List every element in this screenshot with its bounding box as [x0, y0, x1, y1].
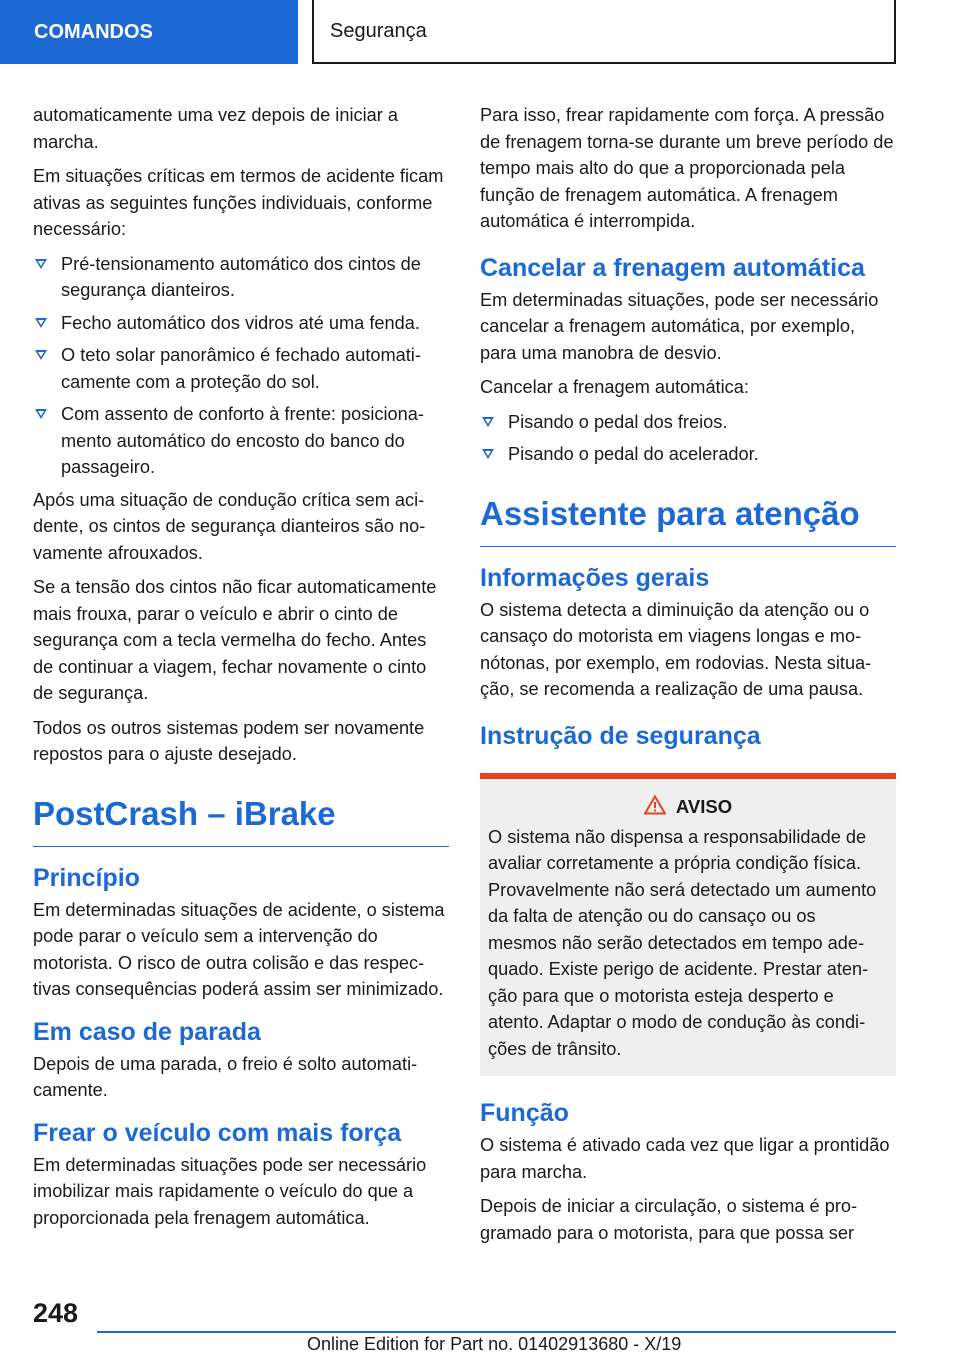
- page-number: 248: [33, 1298, 79, 1328]
- list-item-text: Pisando o pedal do acelerador.: [508, 444, 759, 464]
- left-column: [33, 102, 449, 1239]
- section-heading: PostCrash – iBrake: [33, 794, 449, 847]
- list-item-text: Fecho automático dos vidros até uma fenda.: [61, 312, 420, 333]
- right-column: [480, 102, 896, 1254]
- paragraph: Em determinadas situações, pode ser necessário cancelar a frenagem automática, por exemplo, para uma manobra de desvio.: [480, 289, 879, 363]
- chapter-label: COMANDOS: [34, 20, 153, 43]
- bullet-triangle-icon: [482, 449, 494, 459]
- list-item: [33, 251, 449, 304]
- bullet-triangle-icon: [35, 259, 47, 269]
- list-item-text: Pisando o pedal dos freios.: [508, 411, 728, 432]
- bullet-triangle-icon: [35, 318, 47, 328]
- paragraph: Em determinadas situações de acidente, o sistema pode parar o veículo sem a intervenção do motorista. O risco de outra colisão e das respectivas consequências poderá assim ser minimizado.: [33, 899, 445, 999]
- paragraph: Todos os outros sistemas podem ser novamente repostos para o ajuste desejado.: [33, 717, 425, 764]
- paragraph: Depois de uma parada, o freio é solto automaticamente.: [33, 1053, 418, 1100]
- subheading: Em caso de parada: [33, 1017, 261, 1046]
- section-header: [312, 0, 896, 64]
- paragraph: Em determinadas situações pode ser necessário imobilizar mais rapidamente o veículo do que a proporcionada pela frenagem automática.: [33, 1154, 427, 1228]
- warning-triangle-icon: [644, 795, 666, 820]
- paragraph: Em situações críticas em termos de acidente ficam ativas as seguintes funções individuais, conforme necessário:: [33, 166, 444, 239]
- bullet-list: [480, 409, 896, 468]
- paragraph: O sistema é ativado cada vez que ligar a prontidão para marcha.: [480, 1135, 890, 1182]
- subheading: Frear o veículo com mais força: [33, 1118, 402, 1147]
- list-item: [33, 401, 449, 481]
- bullet-triangle-icon: [35, 350, 47, 360]
- edition-note: Online Edition for Part no. 01402913680 - X/19: [307, 1334, 682, 1354]
- warning-text: O sistema não dispensa a responsabilidade de avaliar corretamente a própria condição física. Provavelmente não será detectado um aumento da falta de atenção ou do cansaço ou os mesmos não serão detectados em tempo adequado. Existe perigo de acidente. Prestar atenção para que o motorista esteja desperto e atento. Adaptar o modo de condução às condições de trânsito.: [488, 826, 877, 1059]
- subheading: Função: [480, 1099, 569, 1127]
- chapter-tab: [0, 0, 298, 64]
- paragraph: Cancelar a frenagem automática:: [480, 377, 749, 397]
- warning-title: AVISO: [675, 796, 733, 817]
- paragraph: Depois de iniciar a circulação, o sistema é programado para o motorista, para que possa ser: [480, 1196, 858, 1243]
- subheading: Cancelar a frenagem automática: [480, 253, 865, 282]
- paragraph: Se a tensão dos cintos não ficar automaticamente mais frouxa, parar o veículo e abrir o cinto de segurança com a tecla vermelha do fecho. Antes de continuar a viagem, fechar novamente o cinto de segurança.: [33, 577, 437, 703]
- list-item: [480, 409, 896, 436]
- paragraph: automaticamente uma vez depois de iniciar a marcha.: [33, 105, 398, 152]
- paragraph: Após uma situação de condução crítica sem acidente, os cintos de segurança dianteiros são novamente afrouxados.: [33, 489, 426, 563]
- subheading: Instrução de segurança: [480, 721, 761, 750]
- section-heading: Assistente para atenção: [480, 494, 896, 547]
- paragraph: Para isso, frear rapidamente com força. A pressão de frenagem torna-se durante um breve período de tempo mais alto do que a proporcionada pela função de frenagem automática. A frenagem automática é interrompida.: [480, 105, 894, 231]
- footer-divider: [97, 1331, 896, 1333]
- list-item-text: Pré-tensionamento automático dos cintos de segurança dianteiros.: [61, 253, 421, 300]
- warning-header: [488, 795, 888, 820]
- list-item-text: O teto solar panorâmico é fechado automaticamente com a proteção do sol.: [61, 345, 421, 392]
- subheading: Princípio: [33, 863, 140, 892]
- list-item-text: Com assento de conforto à frente: posicionamento automático do encosto do banco do passageiro.: [61, 404, 424, 477]
- bullet-triangle-icon: [35, 409, 47, 419]
- list-item: [33, 310, 449, 337]
- warning-box: [480, 773, 896, 1077]
- list-item: [480, 441, 896, 468]
- bullet-list: [33, 251, 449, 481]
- bullet-triangle-icon: [482, 417, 494, 427]
- section-label: Segurança: [330, 19, 427, 42]
- subheading: Informações gerais: [480, 563, 710, 592]
- list-item: [33, 342, 449, 395]
- paragraph: O sistema detecta a diminuição da atenção ou o cansaço do motorista em viagens longas e monótonas, por exemplo, em rodovias. Nesta situação, se recomenda a realização de uma pausa.: [480, 599, 872, 699]
